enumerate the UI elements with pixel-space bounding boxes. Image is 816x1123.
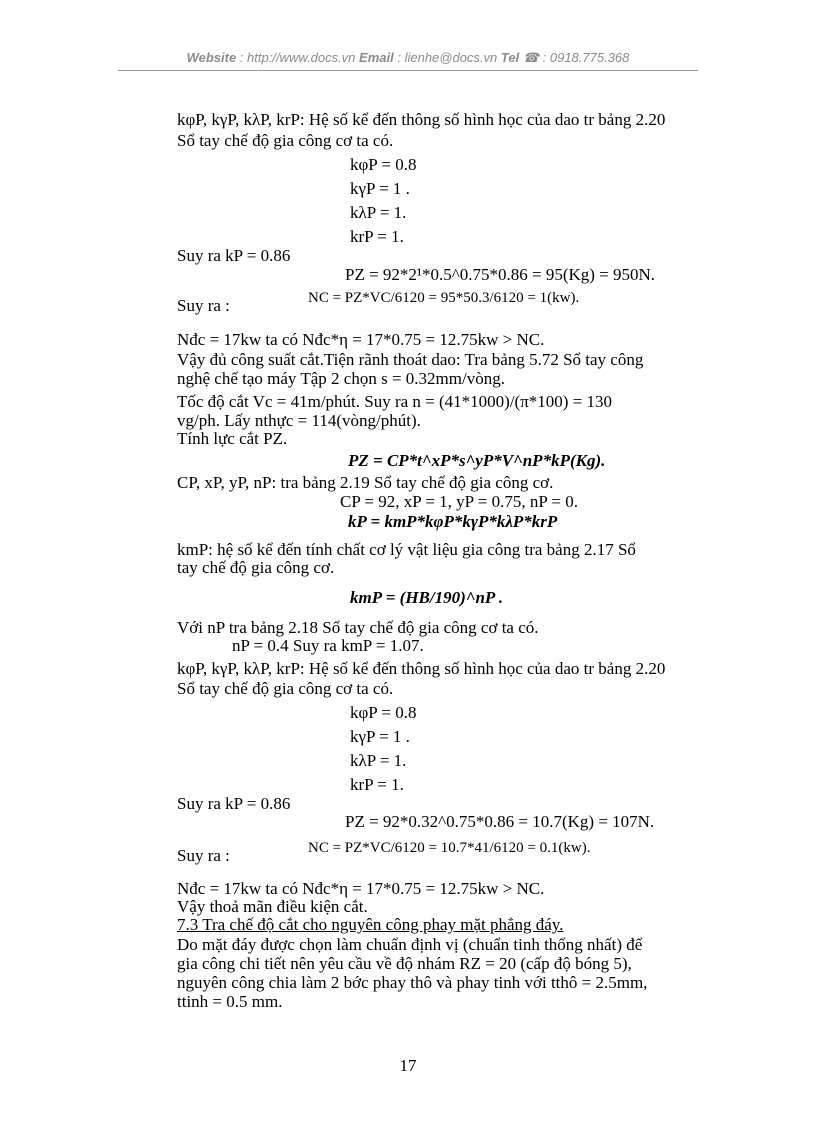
text-line: kmP: hệ số kể đến tính chất cơ lý vật liệu gia công tra bảng 2.17 Sổ: [177, 540, 636, 559]
text-line: Tốc độ cắt Vc = 41m/phút. Suy ra n = (41*1000)/(π*100) = 130: [177, 392, 613, 411]
text-line: kφP, kγP, kλP, krP: Hệ số kể đến thông số hình học của dao tr bảng 2.20: [177, 659, 666, 678]
formula-line: kγP = 1 .: [350, 727, 410, 746]
text-line: kφP, kγP, kλP, krP: Hệ số kể đến thông số hình học của dao tr bảng 2.20: [177, 110, 666, 129]
page-number: 17: [399, 1056, 417, 1075]
text-line: Với nP tra bảng 2.18 Sổ tay chế độ gia công cơ ta có.: [177, 618, 539, 637]
section-heading: 7.3 Tra chế độ cắt cho nguyên công phay mặt phẳng đáy.: [177, 915, 564, 934]
text-line: Suy ra kP = 0.86: [177, 246, 291, 265]
formula-line: kγP = 1 .: [350, 179, 410, 198]
text-line: Sổ tay chế độ gia công cơ ta có.: [177, 679, 394, 698]
email-value: : lienhe@docs.vn: [397, 50, 498, 65]
text-line: tay chế độ gia công cơ.: [177, 558, 335, 577]
text-line: Suy ra kP = 0.86: [177, 794, 291, 813]
tel-value: ☎ : 0918.775.368: [522, 50, 630, 65]
text-line: vg/ph. Lấy nthực = 114(vòng/phút).: [177, 411, 421, 430]
text-line: ttinh = 0.5 mm.: [177, 992, 283, 1011]
formula-line: krP = 1.: [350, 775, 404, 794]
nc-formula: NC = PZ*VC/6120 = 10.7*41/6120 = 0.1(kw).: [308, 840, 591, 856]
text-line: gia công chi tiết nên yêu cầu về độ nhám RZ = 20 (cấp độ bóng 5),: [177, 954, 632, 973]
formula-line: kλP = 1.: [350, 751, 407, 770]
website-value: : http://www.docs.vn: [239, 50, 356, 65]
formula-line: PZ = 92*2¹*0.5^0.75*0.86 = 95(Kg) = 950N.: [345, 265, 656, 284]
header-divider: [118, 70, 698, 71]
text-line: nghệ chế tạo máy Tập 2 chọn s = 0.32mm/vòng.: [177, 369, 505, 388]
page-header: [0, 50, 816, 66]
text-line: Do mặt đáy được chọn làm chuẩn định vị (chuẩn tinh thống nhất) để: [177, 935, 643, 954]
text-line: nguyên công chia làm 2 bớc phay thô và phay tinh với tthô = 2.5mm,: [177, 973, 648, 992]
text-line: Tính lực cắt PZ.: [177, 429, 288, 448]
text-line: Suy ra :: [177, 846, 230, 865]
formula-line: PZ = 92*0.32^0.75*0.86 = 10.7(Kg) = 107N.: [345, 812, 655, 831]
formula-line: CP = 92, xP = 1, yP = 0.75, nP = 0.: [340, 492, 578, 511]
text-line: Suy ra :: [177, 296, 230, 315]
tel-label: Tel: [500, 50, 520, 65]
website-label: Website: [186, 50, 237, 65]
text-line: CP, xP, yP, nP: tra bảng 2.19 Sổ tay chế độ gia công cơ.: [177, 473, 554, 492]
formula-line: kP = kmP*kφP*kγP*kλP*krP: [348, 512, 558, 531]
text-line: Nđc = 17kw ta có Nđc*η = 17*0.75 = 12.75kw > NC.: [177, 879, 545, 898]
text-line: Vậy đủ công suất cắt.Tiện rãnh thoát dao: Tra bảng 5.72 Sổ tay công: [177, 350, 644, 369]
formula-line: krP = 1.: [350, 227, 404, 246]
formula-line: kmP = (HB/190)^nP .: [350, 588, 504, 607]
text-line: Vậy thoả mãn điều kiện cắt.: [177, 897, 368, 916]
nc-formula: NC = PZ*VC/6120 = 95*50.3/6120 = 1(kw).: [308, 290, 580, 306]
formula-line: nP = 0.4 Suy ra kmP = 1.07.: [232, 636, 424, 655]
formula-line: kλP = 1.: [350, 203, 407, 222]
text-line: Sổ tay chế độ gia công cơ ta có.: [177, 131, 394, 150]
formula-line: kφP = 0.8: [350, 703, 417, 722]
text-line: Nđc = 17kw ta có Nđc*η = 17*0.75 = 12.75kw > NC.: [177, 330, 545, 349]
email-label: Email: [359, 50, 394, 65]
formula-line: kφP = 0.8: [350, 155, 417, 174]
formula-line: PZ = CP*t^xP*s^yP*V^nP*kP(Kg).: [348, 451, 606, 470]
